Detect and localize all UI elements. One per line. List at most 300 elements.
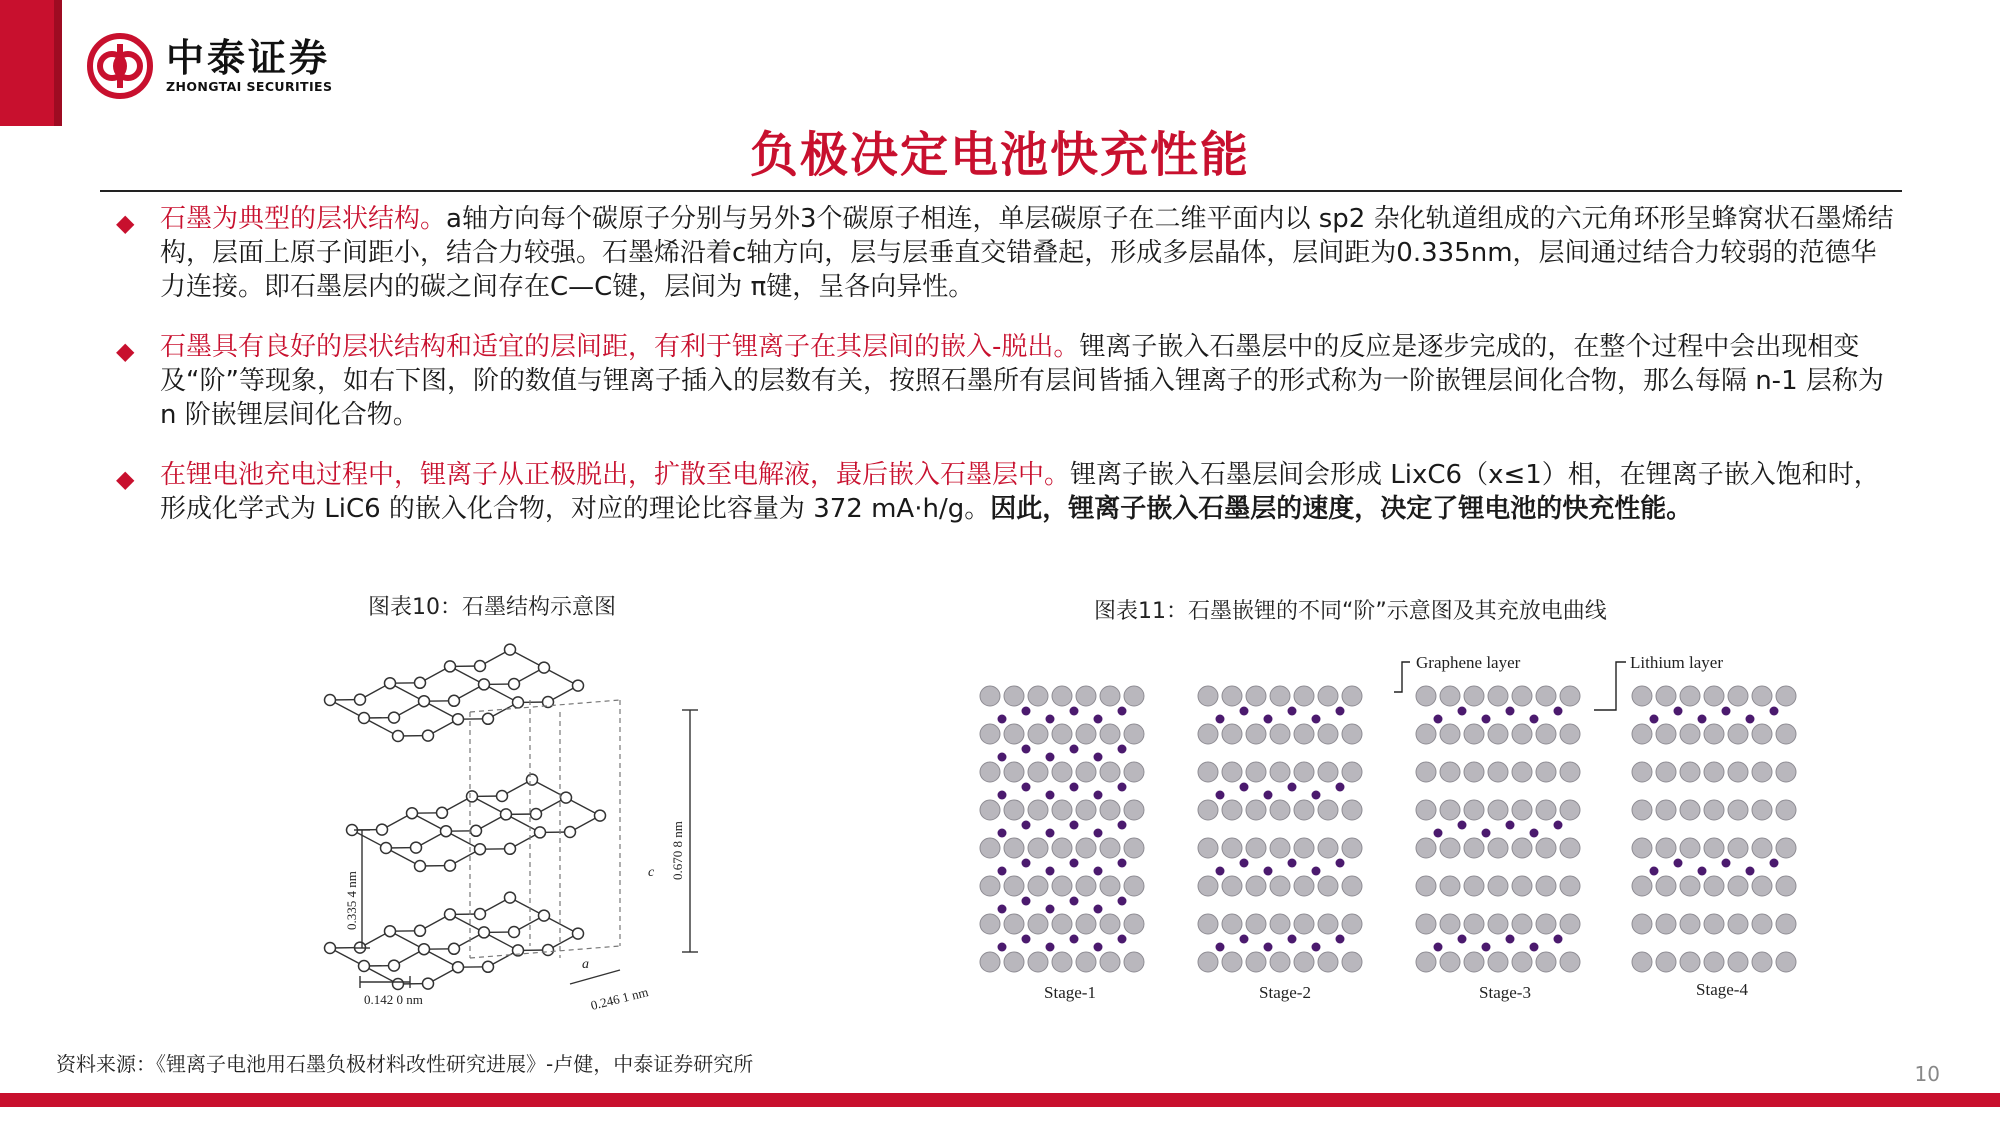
lithium-ion bbox=[1434, 829, 1443, 838]
carbon-atom bbox=[1004, 800, 1024, 820]
lithium-ion bbox=[1554, 935, 1563, 944]
lithium-ion bbox=[1022, 935, 1031, 944]
carbon-atom bbox=[359, 713, 370, 724]
lithium-ion bbox=[1070, 897, 1079, 906]
carbon-atom bbox=[1318, 876, 1338, 896]
bullet-highlight: 石墨为典型的层状结构。 bbox=[160, 204, 447, 234]
carbon-atom bbox=[1100, 762, 1120, 782]
carbon-atom bbox=[411, 842, 422, 853]
carbon-atom bbox=[1440, 800, 1460, 820]
lithium-ion bbox=[1046, 905, 1055, 914]
lithium-ion bbox=[1288, 707, 1297, 716]
carbon-atom bbox=[1512, 762, 1532, 782]
bottom-accent-bar bbox=[0, 1093, 2000, 1107]
lithium-ion bbox=[998, 905, 1007, 914]
lithium-ion bbox=[1094, 867, 1103, 876]
carbon-atom bbox=[1656, 762, 1676, 782]
carbon-atom bbox=[1728, 876, 1748, 896]
carbon-atom bbox=[505, 892, 516, 903]
stage-panels bbox=[980, 686, 1796, 972]
carbon-atom bbox=[1342, 914, 1362, 934]
carbon-atom bbox=[475, 909, 486, 920]
carbon-atom bbox=[1728, 838, 1748, 858]
graphite-structure-diagram bbox=[320, 630, 720, 1015]
lithium-ion bbox=[1554, 707, 1563, 716]
carbon-atom bbox=[1294, 838, 1314, 858]
page-title: 负极决定电池快充性能 bbox=[749, 127, 1250, 183]
carbon-atom bbox=[359, 961, 370, 972]
carbon-atom bbox=[453, 714, 464, 725]
carbon-atom bbox=[1318, 800, 1338, 820]
carbon-atom bbox=[513, 697, 524, 708]
a-axis-label: a bbox=[582, 957, 589, 972]
lithium-ion bbox=[1070, 783, 1079, 792]
lithium-ion bbox=[1070, 745, 1079, 754]
carbon-atom bbox=[1704, 838, 1724, 858]
carbon-atom bbox=[1028, 686, 1048, 706]
carbon-atom bbox=[1124, 838, 1144, 858]
carbon-atom bbox=[1028, 952, 1048, 972]
carbon-atom bbox=[1052, 914, 1072, 934]
carbon-atom bbox=[1776, 838, 1796, 858]
lithium-ion bbox=[1482, 829, 1491, 838]
carbon-atom bbox=[1632, 838, 1652, 858]
lithium-ion bbox=[1746, 715, 1755, 724]
carbon-atom bbox=[1198, 800, 1218, 820]
graphene-layer-label: Graphene layer bbox=[1416, 653, 1521, 672]
carbon-atom bbox=[1752, 914, 1772, 934]
carbon-atom bbox=[561, 792, 572, 803]
carbon-atom bbox=[475, 844, 486, 855]
lithium-ion bbox=[1458, 707, 1467, 716]
carbon-atom bbox=[1560, 724, 1580, 744]
source-note: 资料来源：《锂离子电池用石墨负极材料改性研究进展》-卢健，中泰证券研究所 bbox=[56, 1052, 754, 1076]
carbon-atom bbox=[1222, 724, 1242, 744]
figure11-caption: 图表11：石墨嵌锂的不同“阶”示意图及其充放电曲线 bbox=[1094, 599, 1607, 624]
carbon-atom bbox=[1632, 914, 1652, 934]
carbon-atom bbox=[437, 807, 448, 818]
diamond-bullet-icon: ◆ bbox=[116, 209, 135, 237]
carbon-atom bbox=[1560, 914, 1580, 934]
lithium-ion bbox=[1434, 943, 1443, 952]
carbon-atom bbox=[1536, 914, 1556, 934]
carbon-atom bbox=[1294, 724, 1314, 744]
lithium-ion bbox=[1336, 707, 1345, 716]
lithium-ion bbox=[1770, 859, 1779, 868]
carbon-atom bbox=[1222, 914, 1242, 934]
carbon-atom bbox=[445, 661, 456, 672]
carbon-atom bbox=[1028, 724, 1048, 744]
carbon-atom bbox=[1028, 762, 1048, 782]
carbon-atom bbox=[1294, 800, 1314, 820]
carbon-atom bbox=[1246, 724, 1266, 744]
title-divider bbox=[100, 190, 1902, 192]
carbon-atom bbox=[1342, 800, 1362, 820]
lithium-ion bbox=[1070, 707, 1079, 716]
lithium-ion bbox=[1650, 867, 1659, 876]
carbon-atom bbox=[377, 824, 388, 835]
lithium-ion bbox=[1312, 715, 1321, 724]
carbon-atom bbox=[1246, 876, 1266, 896]
carbon-atom bbox=[1416, 914, 1436, 934]
carbon-atom bbox=[1776, 876, 1796, 896]
lithium-ion bbox=[1118, 821, 1127, 830]
carbon-atom bbox=[1076, 914, 1096, 934]
carbon-atom bbox=[980, 876, 1000, 896]
carbon-atom bbox=[1512, 724, 1532, 744]
lithium-ion bbox=[1118, 783, 1127, 792]
lithium-ion bbox=[998, 791, 1007, 800]
carbon-atom bbox=[509, 679, 520, 690]
lithium-ion bbox=[1554, 821, 1563, 830]
carbon-atom bbox=[1246, 762, 1266, 782]
lithium-ion bbox=[1530, 715, 1539, 724]
bullet-highlight: 在锂电池充电过程中，锂离子从正极脱出，扩散至电解液，最后嵌入石墨层中。 bbox=[160, 460, 1071, 490]
carbon-atom bbox=[1776, 686, 1796, 706]
lithium-ion bbox=[1022, 897, 1031, 906]
corner-accent-bar bbox=[0, 0, 62, 126]
carbon-atom bbox=[1440, 952, 1460, 972]
lithium-ion bbox=[1674, 859, 1683, 868]
lithium-ion bbox=[1070, 935, 1079, 944]
carbon-atom bbox=[1752, 838, 1772, 858]
carbon-atom bbox=[1318, 724, 1338, 744]
lithium-ion bbox=[1288, 935, 1297, 944]
graphite-layer bbox=[347, 774, 606, 871]
carbon-atom bbox=[1342, 686, 1362, 706]
carbon-atom bbox=[1776, 800, 1796, 820]
carbon-atom bbox=[1342, 876, 1362, 896]
carbon-atom bbox=[1680, 724, 1700, 744]
carbon-atom bbox=[1560, 952, 1580, 972]
carbon-atom bbox=[1704, 876, 1724, 896]
carbon-atom bbox=[1004, 952, 1024, 972]
lithium-ion bbox=[1530, 943, 1539, 952]
carbon-atom bbox=[1536, 724, 1556, 744]
carbon-atom bbox=[1100, 914, 1120, 934]
lithium-ion bbox=[1240, 859, 1249, 868]
carbon-atom bbox=[980, 762, 1000, 782]
carbon-atom bbox=[980, 838, 1000, 858]
bullet-body: a轴方向每个碳原子分别与另外3个碳原子相连，单层碳原子在二维平面内以 sp2 杂化轨道组成的六元角环形呈蜂窝状石墨烯结构，层面上原子间距小，结合力较强。石墨烯沿着c轴方向，层与层垂直交错叠起，形成多层晶体，层间距为0.335nm，层间通过结合力较弱的范德华力连接。即石墨层内的碳之间存在C—C键，层间为 π键，呈各向异性。 bbox=[160, 204, 1894, 302]
lithium-ion bbox=[1094, 715, 1103, 724]
carbon-atom bbox=[1656, 952, 1676, 972]
carbon-atom bbox=[1512, 876, 1532, 896]
carbon-atom bbox=[1100, 952, 1120, 972]
carbon-atom bbox=[415, 861, 426, 872]
carbon-atom bbox=[1632, 724, 1652, 744]
lithium-ion bbox=[1312, 867, 1321, 876]
bullet-body: 锂离子嵌入石墨层间会形成 LixC6（x≤1）相，在锂离子嵌入饱和时，形成化学式为 LiC6 的嵌入化合物，对应的理论比容量为 372 mA·h/g。 bbox=[160, 460, 1880, 524]
carbon-atom bbox=[1512, 686, 1532, 706]
carbon-atom bbox=[441, 826, 452, 837]
lithium-ion bbox=[1022, 859, 1031, 868]
carbon-atom bbox=[1464, 914, 1484, 934]
carbon-atom bbox=[1752, 686, 1772, 706]
carbon-atom bbox=[1270, 800, 1290, 820]
lithium-ion bbox=[1022, 745, 1031, 754]
carbon-atom bbox=[1704, 762, 1724, 782]
carbon-atom bbox=[381, 843, 392, 854]
carbon-atom bbox=[1560, 762, 1580, 782]
carbon-atom bbox=[1536, 686, 1556, 706]
lithium-ion bbox=[998, 753, 1007, 762]
lithium-ion bbox=[1650, 715, 1659, 724]
lithium-ion bbox=[1216, 943, 1225, 952]
lithium-ion bbox=[1022, 783, 1031, 792]
lithium-ion bbox=[1216, 867, 1225, 876]
carbon-atom bbox=[1752, 800, 1772, 820]
carbon-atom bbox=[531, 809, 542, 820]
diamond-bullet-icon: ◆ bbox=[116, 465, 135, 493]
carbon-atom bbox=[389, 960, 400, 971]
lithium-ion bbox=[1240, 783, 1249, 792]
carbon-atom bbox=[1560, 876, 1580, 896]
lithium-ion bbox=[1118, 897, 1127, 906]
lithium-ion bbox=[1312, 943, 1321, 952]
carbon-atom bbox=[1028, 800, 1048, 820]
carbon-atom bbox=[1680, 838, 1700, 858]
lithium-ion bbox=[1094, 791, 1103, 800]
carbon-atom bbox=[1680, 914, 1700, 934]
carbon-atom bbox=[1222, 876, 1242, 896]
carbon-atom bbox=[1294, 686, 1314, 706]
carbon-atom bbox=[1246, 800, 1266, 820]
carbon-atom bbox=[1488, 724, 1508, 744]
carbon-atom bbox=[1124, 724, 1144, 744]
lithium-ion bbox=[1698, 867, 1707, 876]
carbon-atom bbox=[1100, 686, 1120, 706]
carbon-atom bbox=[980, 724, 1000, 744]
carbon-atom bbox=[1536, 762, 1556, 782]
lithium-ion bbox=[1216, 791, 1225, 800]
carbon-atom bbox=[1318, 686, 1338, 706]
carbon-atom bbox=[453, 962, 464, 973]
carbon-atom bbox=[1318, 952, 1338, 972]
carbon-atom bbox=[527, 774, 538, 785]
page-number: 10 bbox=[1914, 1062, 1940, 1086]
carbon-atom bbox=[1052, 876, 1072, 896]
carbon-atom bbox=[1270, 724, 1290, 744]
carbon-atom bbox=[389, 712, 400, 723]
carbon-atom bbox=[1124, 800, 1144, 820]
carbon-atom bbox=[1488, 914, 1508, 934]
carbon-atom bbox=[1004, 838, 1024, 858]
carbon-atom bbox=[565, 827, 576, 838]
carbon-atom bbox=[1656, 914, 1676, 934]
carbon-atom bbox=[543, 945, 554, 956]
carbon-atom bbox=[1656, 724, 1676, 744]
carbon-atom bbox=[980, 800, 1000, 820]
carbon-atom bbox=[1488, 800, 1508, 820]
carbon-atom bbox=[1342, 762, 1362, 782]
c-axis-label: c bbox=[648, 865, 655, 880]
lithium-ion bbox=[1094, 753, 1103, 762]
carbon-atom bbox=[1222, 800, 1242, 820]
brand-name-cn: 中泰证券 bbox=[166, 36, 331, 80]
interlayer-label: 0.335 4 nm bbox=[344, 871, 359, 930]
lithium-ion bbox=[1722, 707, 1731, 716]
carbon-atom bbox=[539, 910, 550, 921]
carbon-atom bbox=[1560, 686, 1580, 706]
carbon-atom bbox=[1680, 952, 1700, 972]
lithium-ion bbox=[1118, 935, 1127, 944]
carbon-atom bbox=[1752, 724, 1772, 744]
carbon-atom bbox=[1776, 914, 1796, 934]
carbon-atom bbox=[355, 694, 366, 705]
carbon-atom bbox=[1222, 838, 1242, 858]
diamond-bullet-icon: ◆ bbox=[116, 337, 135, 365]
graphite-layer bbox=[325, 644, 584, 741]
carbon-atom bbox=[980, 914, 1000, 934]
carbon-atom bbox=[1656, 876, 1676, 896]
lithium-layer-label: Lithium layer bbox=[1630, 653, 1724, 672]
lithium-ion bbox=[1240, 935, 1249, 944]
carbon-atom bbox=[419, 696, 430, 707]
carbon-atom bbox=[415, 677, 426, 688]
lithium-ion bbox=[1336, 859, 1345, 868]
carbon-atom bbox=[1632, 876, 1652, 896]
lithium-ion bbox=[1458, 821, 1467, 830]
carbon-atom bbox=[1680, 686, 1700, 706]
lithium-ion bbox=[1094, 943, 1103, 952]
zhongtai-logo-icon bbox=[86, 32, 154, 100]
lithium-ion bbox=[1046, 753, 1055, 762]
carbon-atom bbox=[1270, 952, 1290, 972]
carbon-atom bbox=[1464, 876, 1484, 896]
carbon-atom bbox=[1124, 686, 1144, 706]
lithium-ion bbox=[1506, 935, 1515, 944]
carbon-atom bbox=[1342, 838, 1362, 858]
lithium-ion bbox=[1506, 821, 1515, 830]
carbon-atom bbox=[1632, 762, 1652, 782]
carbon-atom bbox=[1416, 762, 1436, 782]
carbon-atom bbox=[407, 808, 418, 819]
lithium-ion bbox=[1698, 715, 1707, 724]
carbon-atom bbox=[1656, 686, 1676, 706]
carbon-atom bbox=[1076, 876, 1096, 896]
carbon-atom bbox=[1632, 952, 1652, 972]
lithium-ion bbox=[1336, 783, 1345, 792]
carbon-atom bbox=[1076, 686, 1096, 706]
carbon-atom bbox=[1198, 914, 1218, 934]
lithium-ion bbox=[1094, 829, 1103, 838]
carbon-atom bbox=[449, 695, 460, 706]
carbon-atom bbox=[475, 661, 486, 672]
figure10-caption: 图表10：石墨结构示意图 bbox=[368, 595, 616, 620]
carbon-atom bbox=[1076, 838, 1096, 858]
carbon-atom bbox=[1560, 800, 1580, 820]
lithium-ion bbox=[1312, 791, 1321, 800]
bond-length-label: 0.142 0 nm bbox=[364, 992, 423, 1007]
lithium-ion bbox=[1336, 935, 1345, 944]
lithium-ion bbox=[1530, 829, 1539, 838]
carbon-atom bbox=[1464, 724, 1484, 744]
carbon-atom bbox=[1440, 686, 1460, 706]
stage-panel bbox=[980, 686, 1144, 972]
lithium-ion bbox=[1118, 745, 1127, 754]
lithium-ion bbox=[998, 943, 1007, 952]
carbon-atom bbox=[1198, 686, 1218, 706]
carbon-atom bbox=[1004, 762, 1024, 782]
carbon-atom bbox=[1464, 686, 1484, 706]
carbon-atom bbox=[1656, 838, 1676, 858]
carbon-atom bbox=[1512, 800, 1532, 820]
bullet-item bbox=[110, 202, 1900, 304]
carbon-atom bbox=[1270, 914, 1290, 934]
carbon-atom bbox=[980, 686, 1000, 706]
carbon-atom bbox=[1198, 876, 1218, 896]
lithium-ion bbox=[1070, 859, 1079, 868]
carbon-atom bbox=[1464, 952, 1484, 972]
carbon-atom bbox=[1318, 838, 1338, 858]
carbon-atom bbox=[1270, 876, 1290, 896]
carbon-atom bbox=[1488, 876, 1508, 896]
carbon-atom bbox=[1198, 762, 1218, 782]
carbon-atom bbox=[1318, 914, 1338, 934]
carbon-atom bbox=[1076, 724, 1096, 744]
carbon-atom bbox=[509, 927, 520, 938]
carbon-atom bbox=[980, 952, 1000, 972]
carbon-atom bbox=[385, 926, 396, 937]
lithium-ion bbox=[1482, 715, 1491, 724]
lithium-ion bbox=[1118, 707, 1127, 716]
carbon-atom bbox=[1028, 876, 1048, 896]
carbon-atom bbox=[415, 925, 426, 936]
bullet-body: 锂离子嵌入石墨层中的反应是逐步完成的，在整个过程中会出现相变及“阶”等现象，如右下图，阶的数值与锂离子插入的层数有关，按照石墨所有层间皆插入锂离子的形式称为一阶嵌锂层间化合物，那么每隔 n-1 层称为 n 阶嵌锂层间化合物。 bbox=[160, 332, 1884, 430]
carbon-atom bbox=[1222, 952, 1242, 972]
lithium-ion bbox=[998, 829, 1007, 838]
carbon-atom bbox=[1342, 952, 1362, 972]
carbon-atom bbox=[1028, 838, 1048, 858]
carbon-atom bbox=[1512, 914, 1532, 934]
carbon-atom bbox=[539, 662, 550, 673]
lithium-ion bbox=[1434, 715, 1443, 724]
bullet-conclusion: 因此，锂离子嵌入石墨层的速度，决定了锂电池的快充性能。 bbox=[990, 494, 1693, 524]
carbon-atom bbox=[1560, 838, 1580, 858]
lithium-ion bbox=[1722, 859, 1731, 868]
carbon-atom bbox=[1270, 762, 1290, 782]
lithium-ion bbox=[1770, 707, 1779, 716]
carbon-atom bbox=[1246, 686, 1266, 706]
carbon-atom bbox=[1536, 800, 1556, 820]
lithium-ion bbox=[1022, 821, 1031, 830]
carbon-atom bbox=[1416, 686, 1436, 706]
lithium-ion bbox=[1482, 943, 1491, 952]
lithium-ion bbox=[1288, 859, 1297, 868]
carbon-atom bbox=[1776, 762, 1796, 782]
lithium-ion bbox=[1746, 867, 1755, 876]
carbon-atom bbox=[1704, 952, 1724, 972]
carbon-atom bbox=[535, 827, 546, 838]
lithium-ion bbox=[1046, 715, 1055, 724]
carbon-atom bbox=[1294, 952, 1314, 972]
carbon-atom bbox=[393, 979, 404, 990]
carbon-atom bbox=[1198, 724, 1218, 744]
carbon-atom bbox=[479, 679, 490, 690]
carbon-atom bbox=[393, 731, 404, 742]
carbon-atom bbox=[1680, 876, 1700, 896]
carbon-atom bbox=[479, 927, 490, 938]
carbon-atom bbox=[1728, 914, 1748, 934]
carbon-atom bbox=[1270, 686, 1290, 706]
carbon-atom bbox=[1440, 876, 1460, 896]
carbon-atom bbox=[1100, 724, 1120, 744]
carbon-atom bbox=[1270, 838, 1290, 858]
carbon-atom bbox=[1440, 838, 1460, 858]
carbon-atom bbox=[1440, 724, 1460, 744]
stage-3-label: Stage-3 bbox=[1479, 983, 1531, 1002]
